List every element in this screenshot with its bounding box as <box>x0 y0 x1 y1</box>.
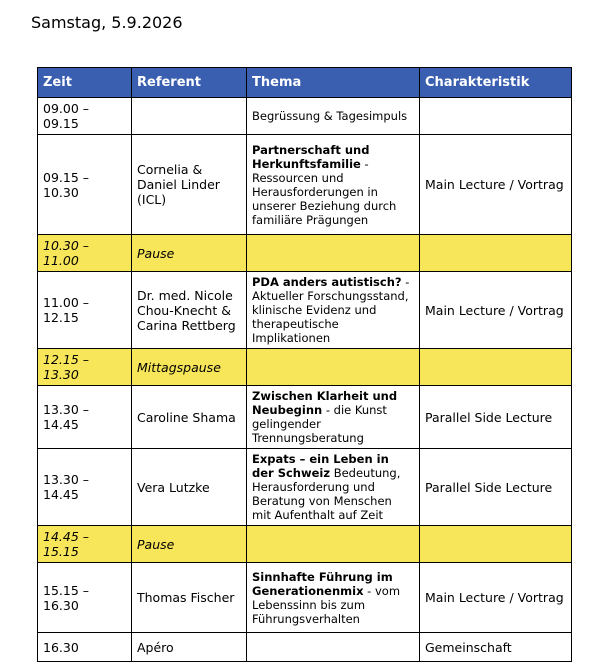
table-row <box>38 135 572 235</box>
cell-zeit: 12.15 – 13.30 <box>38 349 132 386</box>
cell-charakteristik <box>420 349 572 386</box>
cell-referent: Thomas Fischer <box>132 563 247 633</box>
cell-zeit: 09.15 – 10.30 <box>38 135 132 235</box>
thema-title: Zwischen Klarheit und Neubeginn <box>252 389 398 417</box>
cell-thema <box>247 349 420 386</box>
cell-referent: Cornelia & Daniel Linder (ICL) <box>132 135 247 235</box>
thema-title: Partnerschaft und Herkunftsfamilie <box>252 142 370 171</box>
thema-title: PDA anders autistisch? <box>252 275 402 289</box>
thema-desc: - die Kunst gelingender Trennungsberatung <box>252 403 387 445</box>
header-charakteristik: Charakteristik <box>420 68 572 98</box>
cell-zeit: 13.30 – 14.45 <box>38 449 132 526</box>
cell-zeit: 14.45 – 15.15 <box>38 526 132 563</box>
cell-thema <box>247 563 420 633</box>
cell-thema <box>247 386 420 449</box>
thema-title: Expats – ein Leben in der Schweiz <box>252 452 389 480</box>
cell-charakteristik: Main Lecture / Vortrag <box>420 135 572 235</box>
schedule-table <box>37 67 572 662</box>
cell-thema <box>247 526 420 563</box>
header-referent: Referent <box>132 68 247 98</box>
cell-thema <box>247 449 420 526</box>
cell-referent: Mittagspause <box>132 349 247 386</box>
table-row <box>38 272 572 349</box>
cell-referent: Apéro <box>132 633 247 662</box>
cell-referent: Vera Lutzke <box>132 449 247 526</box>
thema-desc: Begrüssung & Tagesimpuls <box>252 109 408 123</box>
cell-thema <box>247 272 420 349</box>
header-zeit: Zeit <box>38 68 132 98</box>
cell-charakteristik: Parallel Side Lecture <box>420 449 572 526</box>
table-row-pause <box>38 349 572 386</box>
thema-desc: - Aktueller Forschungsstand, klinische Evidenz und therapeutische Implikationen <box>252 275 410 345</box>
table-row <box>38 386 572 449</box>
cell-charakteristik: Gemeinschaft <box>420 633 572 662</box>
cell-charakteristik <box>420 98 572 135</box>
cell-thema <box>247 235 420 272</box>
cell-zeit: 11.00 – 12.15 <box>38 272 132 349</box>
cell-zeit: 13.30 – 14.45 <box>38 386 132 449</box>
cell-thema <box>247 98 420 135</box>
cell-charakteristik: Parallel Side Lecture <box>420 386 572 449</box>
cell-charakteristik: Main Lecture / Vortrag <box>420 563 572 633</box>
cell-charakteristik <box>420 526 572 563</box>
thema-desc: - Ressourcen und Herausforderungen in unserer Beziehung durch familiäre Prägungen <box>252 156 397 227</box>
table-row <box>38 563 572 633</box>
cell-thema <box>247 633 420 662</box>
thema-desc: Bedeutung, Herausforderung und Beratung von Menschen mit Aufenthalt auf Zeit <box>252 466 401 522</box>
thema-title: Sinnhafte Führung im Generationenmix <box>252 569 393 598</box>
table-row <box>38 98 572 135</box>
cell-referent <box>132 98 247 135</box>
table-header-row <box>38 68 572 98</box>
cell-referent: Dr. med. Nicole Chou-Knecht & Carina Rettberg <box>132 272 247 349</box>
cell-zeit: 16.30 <box>38 633 132 662</box>
cell-thema <box>247 135 420 235</box>
table-row <box>38 633 572 662</box>
table-row <box>38 449 572 526</box>
cell-charakteristik <box>420 235 572 272</box>
page-title: Samstag, 5.9.2026 <box>31 13 183 32</box>
cell-charakteristik: Main Lecture / Vortrag <box>420 272 572 349</box>
cell-referent: Pause <box>132 526 247 563</box>
cell-referent: Pause <box>132 235 247 272</box>
header-thema: Thema <box>247 68 420 98</box>
table-row-pause <box>38 235 572 272</box>
thema-desc: - vom Lebenssinn bis zum Führungsverhalten <box>252 583 401 626</box>
table-row-pause <box>38 526 572 563</box>
cell-zeit: 09.00 – 09.15 <box>38 98 132 135</box>
cell-zeit: 10.30 – 11.00 <box>38 235 132 272</box>
cell-zeit: 15.15 – 16.30 <box>38 563 132 633</box>
cell-referent: Caroline Shama <box>132 386 247 449</box>
